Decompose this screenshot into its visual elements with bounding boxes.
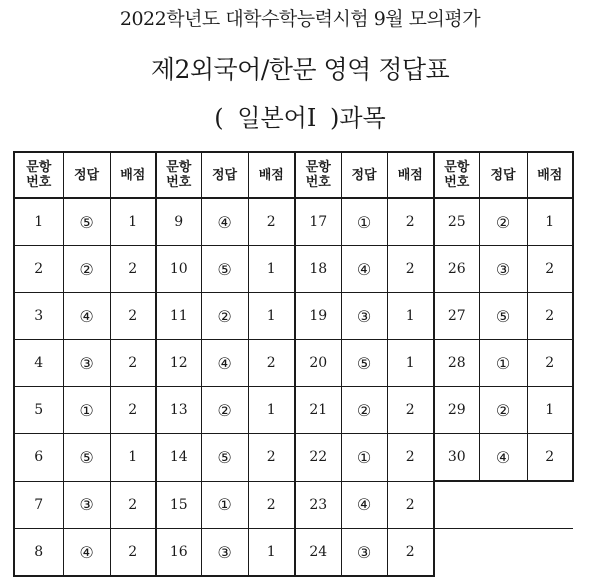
question-number-cell: 17 [295, 198, 341, 246]
points-cell: 1 [387, 340, 434, 387]
question-number-cell: 15 [156, 481, 201, 529]
question-number-cell: 8 [14, 529, 63, 577]
question-number-cell: 28 [434, 340, 479, 387]
points-header: 배점 [110, 152, 156, 198]
answer-cell: ① [201, 481, 248, 529]
points-cell: 2 [527, 246, 573, 293]
points-cell: 2 [110, 387, 156, 434]
question-number-cell: 30 [434, 434, 479, 482]
answer-cell: ⑤ [63, 434, 110, 482]
answer-cell: ① [63, 387, 110, 434]
points-cell: 2 [110, 340, 156, 387]
points-cell: 2 [248, 198, 295, 246]
empty-cell [434, 529, 573, 577]
question-number-header: 문항 번호 [434, 152, 479, 198]
points-cell: 1 [248, 246, 295, 293]
question-number-cell: 7 [14, 481, 63, 529]
answer-cell: ④ [341, 246, 387, 293]
answer-cell: ② [63, 246, 110, 293]
question-number-cell: 20 [295, 340, 341, 387]
question-number-cell: 5 [14, 387, 63, 434]
points-cell: 1 [527, 198, 573, 246]
answer-cell: ① [341, 434, 387, 482]
answer-cell: ③ [341, 529, 387, 577]
empty-cell [434, 481, 573, 529]
table-row [14, 481, 573, 529]
question-number-cell: 26 [434, 246, 479, 293]
points-cell: 1 [248, 293, 295, 340]
points-cell: 1 [387, 293, 434, 340]
question-number-cell: 2 [14, 246, 63, 293]
points-cell: 2 [248, 481, 295, 529]
table-row [14, 387, 573, 434]
question-number-cell: 4 [14, 340, 63, 387]
answer-cell: ④ [201, 198, 248, 246]
question-number-cell: 10 [156, 246, 201, 293]
points-cell: 1 [248, 387, 295, 434]
points-cell: 2 [110, 481, 156, 529]
question-number-cell: 9 [156, 198, 201, 246]
points-cell: 2 [110, 293, 156, 340]
question-number-cell: 3 [14, 293, 63, 340]
points-cell: 2 [527, 293, 573, 340]
points-cell: 2 [387, 246, 434, 293]
answer-cell: ⑤ [479, 293, 527, 340]
subject-title: ( 일본어Ⅰ )과목 [214, 104, 386, 132]
question-number-cell: 21 [295, 387, 341, 434]
answer-cell: ④ [201, 340, 248, 387]
points-header: 배점 [248, 152, 295, 198]
points-cell: 1 [110, 198, 156, 246]
answer-cell: ④ [63, 293, 110, 340]
points-header: 배점 [387, 152, 434, 198]
question-number-cell: 18 [295, 246, 341, 293]
question-number-cell: 23 [295, 481, 341, 529]
question-number-cell: 1 [14, 198, 63, 246]
answer-cell: ③ [201, 529, 248, 577]
points-cell: 1 [527, 387, 573, 434]
answer-cell: ② [341, 387, 387, 434]
exam-title: 2022학년도 대학수학능력시험 9월 모의평가 [119, 8, 481, 30]
table-row [14, 246, 573, 293]
points-cell: 2 [527, 434, 573, 482]
answer-cell: ④ [63, 529, 110, 577]
answer-cell: ③ [63, 340, 110, 387]
question-number-cell: 22 [295, 434, 341, 482]
answer-cell: ③ [479, 246, 527, 293]
points-cell: 2 [387, 387, 434, 434]
answer-cell: ⑤ [201, 246, 248, 293]
answer-cell: ⑤ [63, 198, 110, 246]
table-row [14, 529, 573, 577]
answer-cell: ① [341, 198, 387, 246]
answer-key-table [13, 151, 574, 577]
question-number-cell: 13 [156, 387, 201, 434]
question-number-cell: 6 [14, 434, 63, 482]
table-header-row [14, 152, 573, 198]
answer-cell: ② [201, 387, 248, 434]
answer-cell: ③ [341, 293, 387, 340]
question-number-cell: 27 [434, 293, 479, 340]
question-number-cell: 25 [434, 198, 479, 246]
answer-key-title: 제2외국어/한문 영역 정답표 [150, 55, 450, 84]
points-cell: 2 [387, 481, 434, 529]
answer-cell: ⑤ [201, 434, 248, 482]
question-number-cell: 29 [434, 387, 479, 434]
points-cell: 2 [387, 434, 434, 482]
question-number-header: 문항 번호 [156, 152, 201, 198]
table-row [14, 340, 573, 387]
question-number-cell: 12 [156, 340, 201, 387]
answer-header: 정답 [63, 152, 110, 198]
points-cell: 2 [387, 198, 434, 246]
table-row [14, 434, 573, 482]
table-body [14, 198, 573, 576]
answer-cell: ④ [341, 481, 387, 529]
points-cell: 1 [248, 529, 295, 577]
answer-cell: ② [479, 387, 527, 434]
answer-cell: ② [479, 198, 527, 246]
points-cell: 2 [110, 246, 156, 293]
question-number-cell: 11 [156, 293, 201, 340]
answer-cell: ③ [63, 481, 110, 529]
points-cell: 2 [248, 340, 295, 387]
answer-cell: ④ [479, 434, 527, 482]
points-cell: 2 [110, 529, 156, 577]
points-cell: 1 [110, 434, 156, 482]
points-cell: 2 [527, 340, 573, 387]
answer-header: 정답 [201, 152, 248, 198]
question-number-cell: 24 [295, 529, 341, 577]
answer-cell: ⑤ [341, 340, 387, 387]
points-cell: 2 [248, 434, 295, 482]
points-cell: 2 [387, 529, 434, 577]
table-row [14, 293, 573, 340]
question-number-cell: 19 [295, 293, 341, 340]
question-number-header: 문항 번호 [295, 152, 341, 198]
answer-cell: ② [201, 293, 248, 340]
points-header: 배점 [527, 152, 573, 198]
answer-header: 정답 [341, 152, 387, 198]
question-number-cell: 14 [156, 434, 201, 482]
question-number-cell: 16 [156, 529, 201, 577]
answer-header: 정답 [479, 152, 527, 198]
answer-cell: ① [479, 340, 527, 387]
question-number-header: 문항 번호 [14, 152, 63, 198]
table-row [14, 198, 573, 246]
